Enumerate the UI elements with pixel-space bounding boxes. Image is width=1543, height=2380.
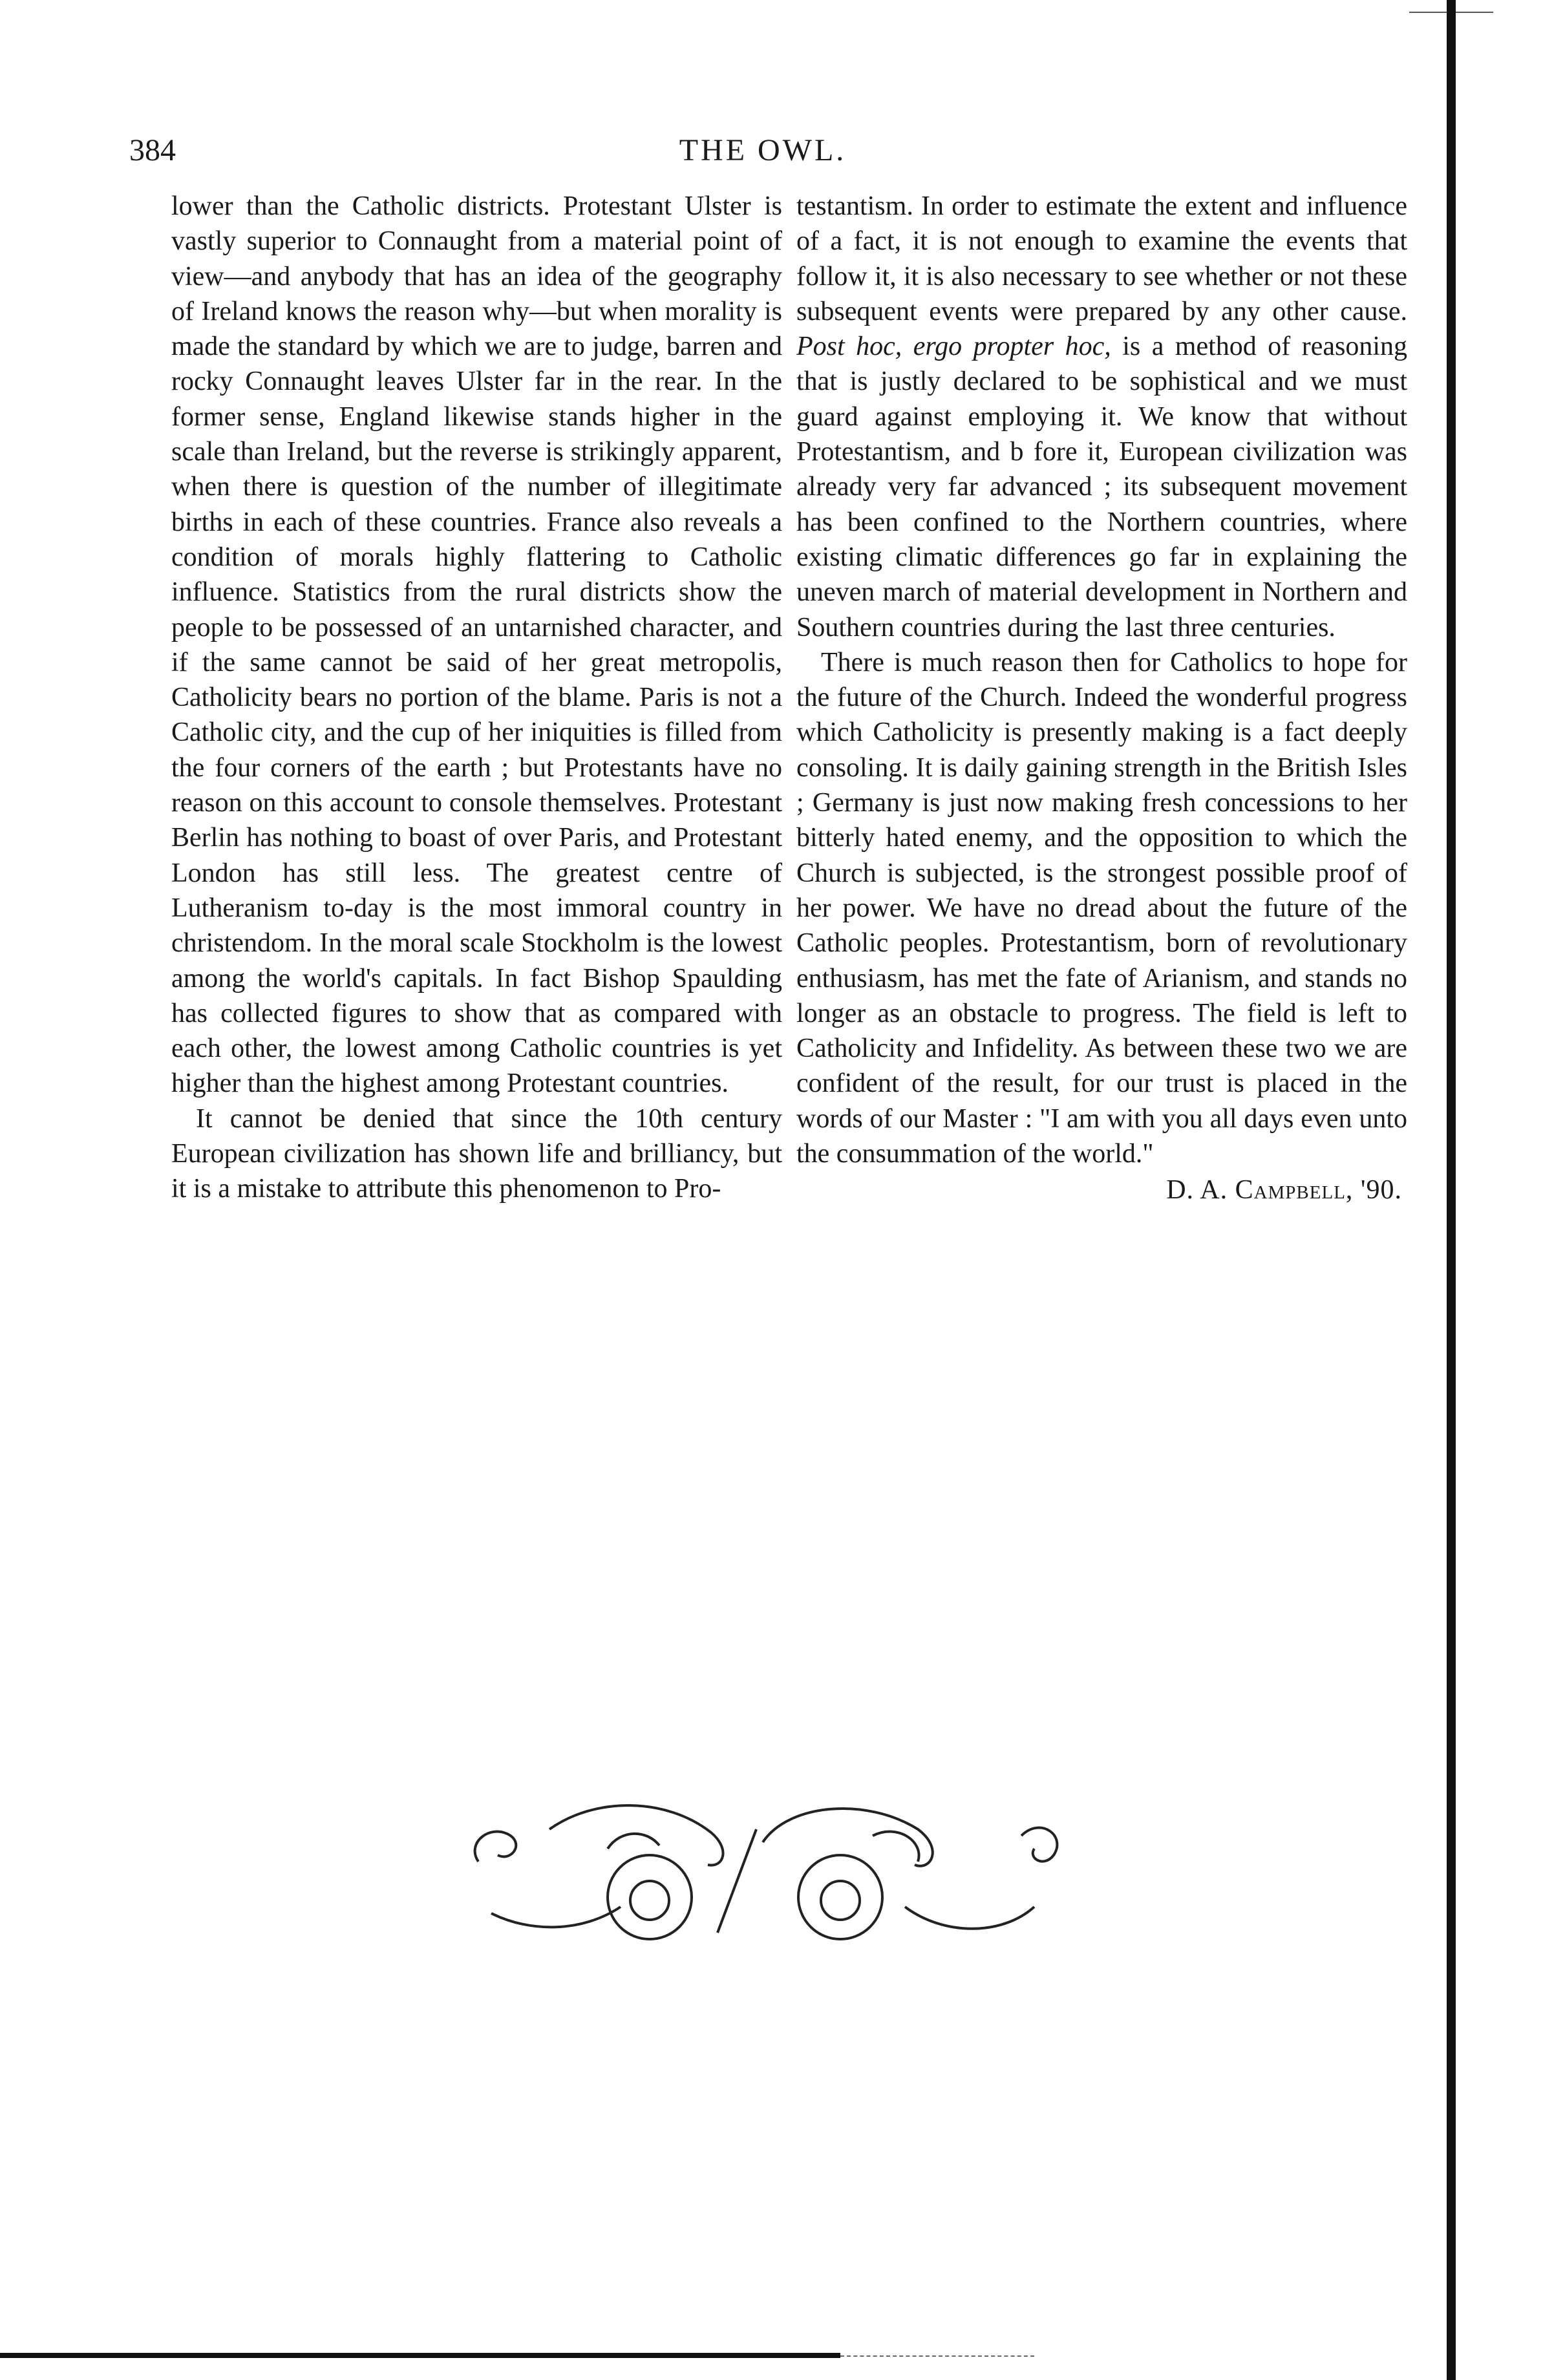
right-paragraph-1-text-a: testantism. In order to estimate the extent and influence of a fact, it is not enough to examine the events that follow it, it is also necessary to see whether or not these subsequent events were prepared by any other cause. — [796, 191, 1407, 326]
bottom-edge-bar — [0, 2353, 840, 2358]
ornament-center-stem — [718, 1829, 756, 1933]
left-paragraph-2: It cannot be denied that since the 10th century European civilization has shown life and brilliancy, but it is a mistake to attribute this phenomenon to Pro- — [171, 1103, 782, 1204]
ornament-right-leaf — [873, 1832, 919, 1862]
page-header — [129, 133, 1396, 178]
ornament-left-sweep — [491, 1907, 621, 1927]
ornament-left-flourish — [475, 1832, 516, 1862]
ornament-right-flourish — [1021, 1828, 1057, 1862]
decorative-scroll-ornament — [452, 1784, 1086, 1959]
ornament-right-scroll-inner — [821, 1881, 860, 1920]
right-column — [796, 189, 1407, 1208]
right-edge-bar — [1447, 0, 1456, 2380]
right-paragraph-2: There is much reason then for Catholics to hope for the future of the Church. Indeed the wonderful progress which Catholicity is presently making is a fact deeply consoling. It is daily gaining strength in the British Isles ; Germany is just now making fresh concessions to her bitterly hated enemy, and the opposition to which the Church is subjected, is the strongest possible proof of her power. We have no dread about the future of the Catholic peoples. Protestantism, born of revolutionary enthusiasm, has met the fate of Arianism, and stands no longer as an obstacle to progress. The field is left to Catholicity and Infidelity. As between these two we are confident of the result, for our trust is placed in the words of our Master : "I am with you all days even unto the consummation of the world." — [796, 647, 1407, 1169]
author-signature: D. A. Campbell, '90. — [1166, 1175, 1402, 1206]
ornament-left-leaf — [608, 1834, 659, 1849]
running-title: THE OWL. — [679, 133, 847, 167]
ornament-left-scroll-inner — [630, 1881, 669, 1920]
ornament-left-scroll-outer — [608, 1855, 692, 1939]
left-column — [171, 189, 782, 1207]
latin-phrase: Post hoc, ergo propter hoc, — [796, 332, 1111, 362]
ornament-right-sweep — [905, 1907, 1034, 1929]
left-paragraph-1: lower than the Catholic districts. Protestant Ulster is vastly superior to Connaught from a material point of view—and anybody that has an idea of the geography of Ireland knows the reason why—but when morality is made the standard by which we are to judge, barren and rocky Connaught leaves Ulster far in the rear. In the former sense, England likewise stands higher in the scale than Ireland, but the reverse is strikingly apparent, when there is question of the number of illegitimate births in each of these countries. France also reveals a condition of morals highly flattering to Catholic influence. Statistics from the rural districts show the people to be possessed of an untarnished character, and if the same cannot be said of her great metropolis, Catholicity bears no portion of the blame. Paris is not a Catholic city, and the cup of her iniquities is filled from the four corners of the earth ; but Protestants have no reason on this account to console themselves. Protestant Berlin has nothing to boast of over Paris, and Protestant London has still less. The greatest centre of Lutheranism to-day is the most immoral country in christendom. In the moral scale Stockholm is the lowest among the world's capitals. In fact Bishop Spaulding has collected figures to show that as compared with each other, the lowest among Catholic countries is yet higher than the highest among Protestant countries. — [171, 191, 782, 1099]
page-number: 384 — [129, 133, 176, 167]
bottom-edge-dashes — [840, 2355, 1034, 2357]
right-paragraph-1-text-b: is a method of reasoning that is justly declared to be sophistical and we must guard against employing it. We know that without Protestantism, and b fore it, European civilization was already very far advanced ; its subsequent movement has been confined to the Northern countries, where existing climatic differences go far in explaining the uneven march of material development in Northern and Southern countries during the last three centuries. — [796, 332, 1408, 643]
ornament-right-scroll-outer — [798, 1855, 882, 1939]
right-paragraph-1 — [796, 189, 1407, 645]
